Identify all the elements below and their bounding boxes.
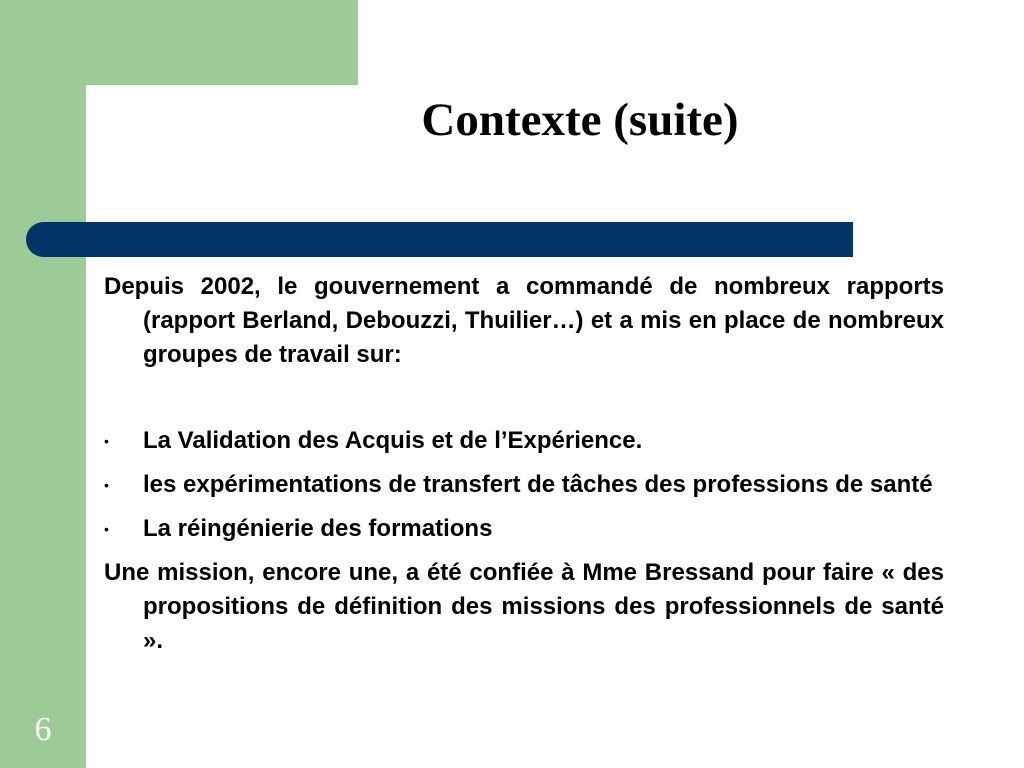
green-top-panel: [0, 0, 358, 85]
bullet-icon: •: [104, 521, 109, 537]
page-number: 6: [34, 711, 52, 748]
slide-body: [104, 270, 944, 658]
rounded-corner-shape: [86, 85, 206, 205]
bullet-text: La réingénierie des formations: [143, 515, 493, 542]
slide-title: Contexte (suite): [421, 94, 739, 146]
title-underline-bar: [26, 222, 853, 257]
green-side-panel: [0, 0, 86, 768]
bullet-icon: •: [104, 477, 109, 493]
intro-paragraph: Depuis 2002, le gouvernement a commandé de nombreux rapports (rapport Berland, Debouzzi, Thuilier…) et a mis en place de nombreux groupes de travail sur:: [104, 273, 944, 368]
closing-paragraph: Une mission, encore une, a été confiée à Mme Bressand pour faire « des propositions de définition des missions des professionnels de santé ».: [104, 559, 944, 654]
bullet-text: La Validation des Acquis et de l’Expérience.: [143, 427, 643, 454]
bullet-item-reingenierie: [104, 512, 944, 546]
bullet-text: les expérimentations de transfert de tâches des professions de santé: [143, 471, 933, 498]
bullet-item-experimentations: [104, 468, 944, 502]
bullet-item-vae: [104, 424, 944, 458]
bullet-icon: •: [104, 433, 109, 449]
